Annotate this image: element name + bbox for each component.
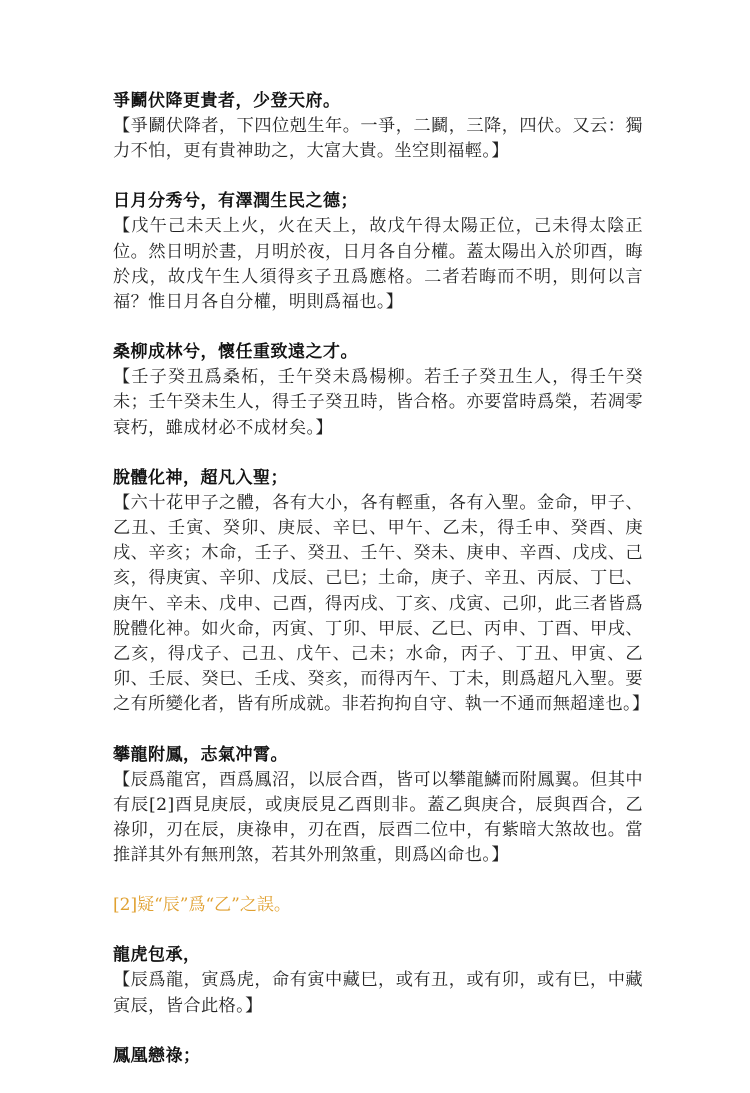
section-panlong — [113, 742, 643, 869]
section-tuoti — [113, 465, 650, 718]
section-commentary: 【爭鬬伏降者，下四位剋生年。一爭，二鬬，三降，四伏。又云：獨力不怕，更有貴神助之，大富大貴。坐空則福輕。】 — [113, 116, 643, 162]
section-longhu — [113, 942, 643, 1018]
section-sangliu — [113, 339, 643, 441]
section-commentary: 【戊午己未天上火，火在天上，故戊午得太陽正位，己未得太陰正位。然日明於晝，月明於夜，日月各自分權。蓋太陽出入於卯酉，晦於戌，故戊午生人須得亥子丑爲應格。二者若晦而不明，則何以言福？惟日月各自分權，明則爲福也。】 — [113, 216, 643, 313]
section-commentary: 【壬子癸丑爲桑柘，壬午癸未爲楊柳。若壬子癸丑生人，得壬午癸未；壬午癸未生人，得壬子癸丑時，皆合格。亦要當時爲榮，若凋零衰朽，雖成材必不成材矣。】 — [113, 367, 643, 438]
section-heading: 脫體化神，超凡入聖； — [113, 467, 288, 488]
section-heading: 鳳凰戀祿； — [113, 1045, 201, 1066]
section-commentary: 【辰爲龍宮，酉爲鳳沼，以辰合酉，皆可以攀龍鱗而附鳳翼。但其中有辰[2]酉見庚辰，或庚辰見乙酉則非。蓋乙與庚合，辰與酉合，乙祿卯，刃在辰，庚祿申，刃在酉，辰酉二位中，有紫暗大煞故也。當推詳其外有無刑煞，若其外刑煞重，則爲凶命也。】 — [113, 769, 643, 866]
footnote-2: [2]疑“辰”爲“乙”之誤。 — [113, 895, 291, 916]
section-fenghuang — [113, 1043, 643, 1069]
section-zhengdou — [113, 88, 643, 164]
document-page — [113, 88, 650, 1093]
section-heading: 爭鬬伏降更貴者，少登天府。 — [113, 91, 341, 111]
section-commentary: 【六十花甲子之體，各有大小，各有輕重，各有入聖。金命，甲子、乙丑、壬寅、癸卯、庚辰、辛巳、甲午、乙未，得壬申、癸酉、庚戌、辛亥；木命，壬子、癸丑、壬午、癸未、庚申、辛酉、戊戌、己亥，得庚寅、辛卯、戊辰、己巳；土命，庚子、辛丑、丙辰、丁巳、庚午、辛未、戊申、己酉，得丙戌、丁亥、戊寅、己卯，此三者皆爲脫體化神。如火命，丙寅、丁卯、甲辰、乙巳、丙申、丁酉、甲戌、乙亥，得戊子、己丑、戊午、己未；水命，丙子、丁丑、甲寅、乙卯、壬辰、癸巳、壬戌、癸亥，而得丙午、丁未，則爲超凡入聖。要之有所變化者，皆有所成就。非若拘拘自守、執一不通而無超達也。】 — [113, 492, 650, 715]
section-heading: 攀龍附鳳，志氣冲霄。 — [113, 744, 288, 765]
section-heading: 龍虎包承， — [113, 945, 201, 966]
section-heading: 桑柳成林兮，懷任重致遠之才。 — [113, 342, 358, 363]
section-riyue — [113, 188, 643, 315]
section-heading: 日月分秀兮，有澤潤生民之德； — [113, 191, 358, 212]
section-commentary: 【辰爲龍，寅爲虎，命有寅中藏巳，或有丑，或有卯，或有巳，中藏寅辰，皆合此格。】 — [113, 970, 643, 1016]
